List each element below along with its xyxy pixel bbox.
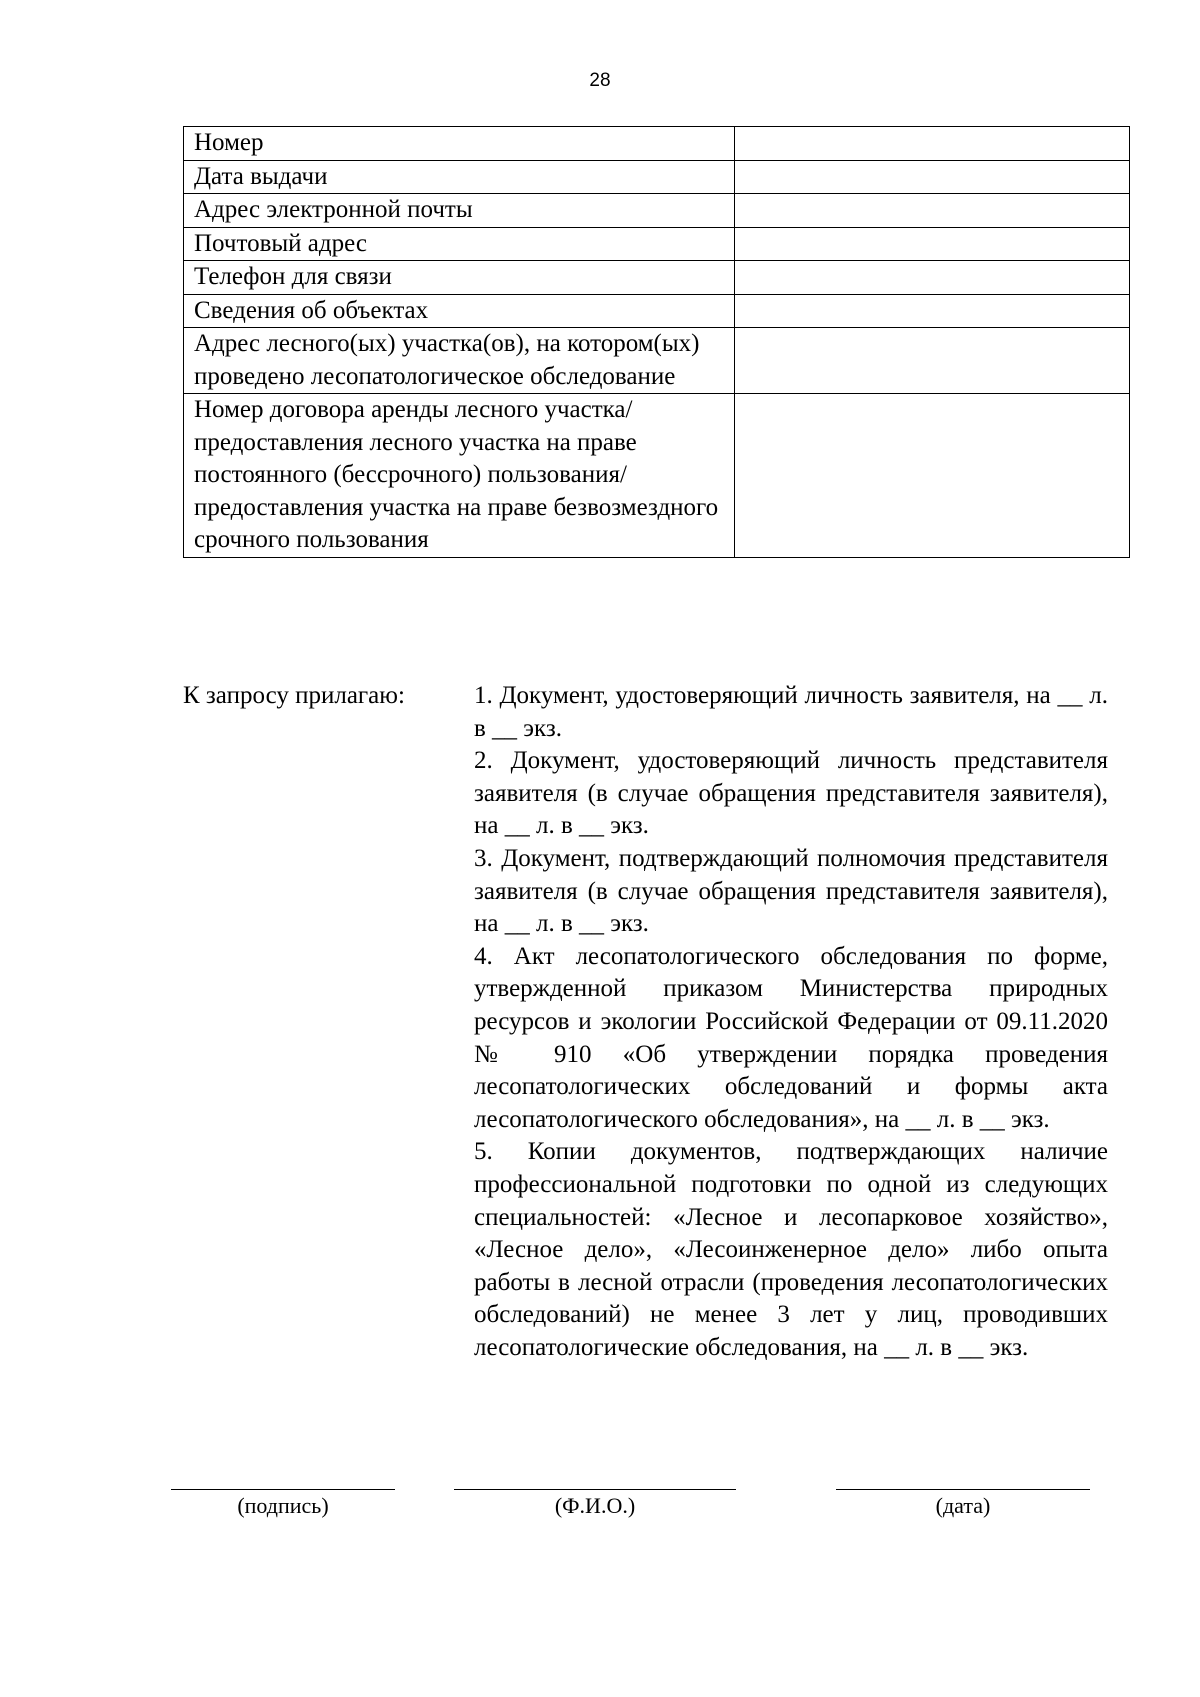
date-caption: (дата) xyxy=(935,1493,991,1518)
attachment-item-1: 1. Документ, удостоверяющий личность заявителя, на __ л. в __ экз. xyxy=(474,682,1108,742)
row-value-email[interactable] xyxy=(735,194,1130,228)
attachments-list xyxy=(474,680,1108,1364)
table-row xyxy=(184,394,1130,558)
attachment-item-3: 3. Документ, подтверждающий полномочия представителя заявителя (в случае обращения представителя заявителя), на __ л. в __ экз. xyxy=(474,844,1108,938)
row-label-objects-info: Сведения об объектах xyxy=(184,294,735,328)
table-row xyxy=(184,160,1130,194)
table-row xyxy=(184,194,1130,228)
applicant-info-table xyxy=(183,126,1130,558)
table-row xyxy=(184,227,1130,261)
signature-caption: (подпись) xyxy=(237,1493,329,1518)
table-row xyxy=(184,127,1130,161)
full-name-caption: (Ф.И.О.) xyxy=(554,1493,636,1518)
page-number: 28 xyxy=(589,70,611,91)
row-value-objects-info[interactable] xyxy=(735,294,1130,328)
full-name-line[interactable] xyxy=(454,1489,736,1490)
row-label-number: Номер xyxy=(184,127,735,161)
row-label-plot-address: Адрес лесного(ых) участка(ов), на котором(ых) проведено лесопатологическое обследование xyxy=(184,328,735,394)
signature-line[interactable] xyxy=(171,1489,395,1490)
table-row xyxy=(184,294,1130,328)
attachment-item-4: 4. Акт лесопатологического обследования по форме, утвержденной приказом Министерства природных ресурсов и экологии Российской Федерации от 09.11.2020 № 910 «Об утверждении порядка проведения лесопатологических обследований и формы акта лесопатологического обследования», на __ л. в __ экз. xyxy=(474,942,1108,1133)
table-row xyxy=(184,261,1130,295)
date-line[interactable] xyxy=(836,1489,1090,1490)
row-label-email: Адрес электронной почты xyxy=(184,194,735,228)
row-value-plot-address[interactable] xyxy=(735,328,1130,394)
row-value-issue-date[interactable] xyxy=(735,160,1130,194)
attachment-item-5: 5. Копии документов, подтверждающих наличие профессиональной подготовки по одной из следующих специальностей: «Лесное и лесопарковое хозяйство», «Лесное дело», «Лесоинженерное дело» либо опыта работы в лесной отрасли (проведения лесопатологических обследований) не менее 3 лет у лиц, проводивших лесопатологические обследования, на __ л. в __ экз. xyxy=(474,1138,1108,1361)
row-value-postal-address[interactable] xyxy=(735,227,1130,261)
row-value-phone[interactable] xyxy=(735,261,1130,295)
row-label-postal-address: Почтовый адрес xyxy=(184,227,735,261)
attachments-label: К запросу прилагаю: xyxy=(183,682,405,709)
attachment-item-2: 2. Документ, удостоверяющий личность представителя заявителя (в случае обращения представителя заявителя), на __ л. в __ экз. xyxy=(474,747,1108,840)
table-row xyxy=(184,328,1130,394)
row-label-issue-date: Дата выдачи xyxy=(184,160,735,194)
row-label-phone: Телефон для связи xyxy=(184,261,735,295)
row-value-number[interactable] xyxy=(735,127,1130,161)
row-value-contract-number[interactable] xyxy=(735,394,1130,558)
row-label-contract-number: Номер договора аренды лесного участка/предоставления лесного участка на праве постоянного (бессрочного) пользования/предоставления участка на праве безвозмездного срочного пользования xyxy=(184,394,735,558)
